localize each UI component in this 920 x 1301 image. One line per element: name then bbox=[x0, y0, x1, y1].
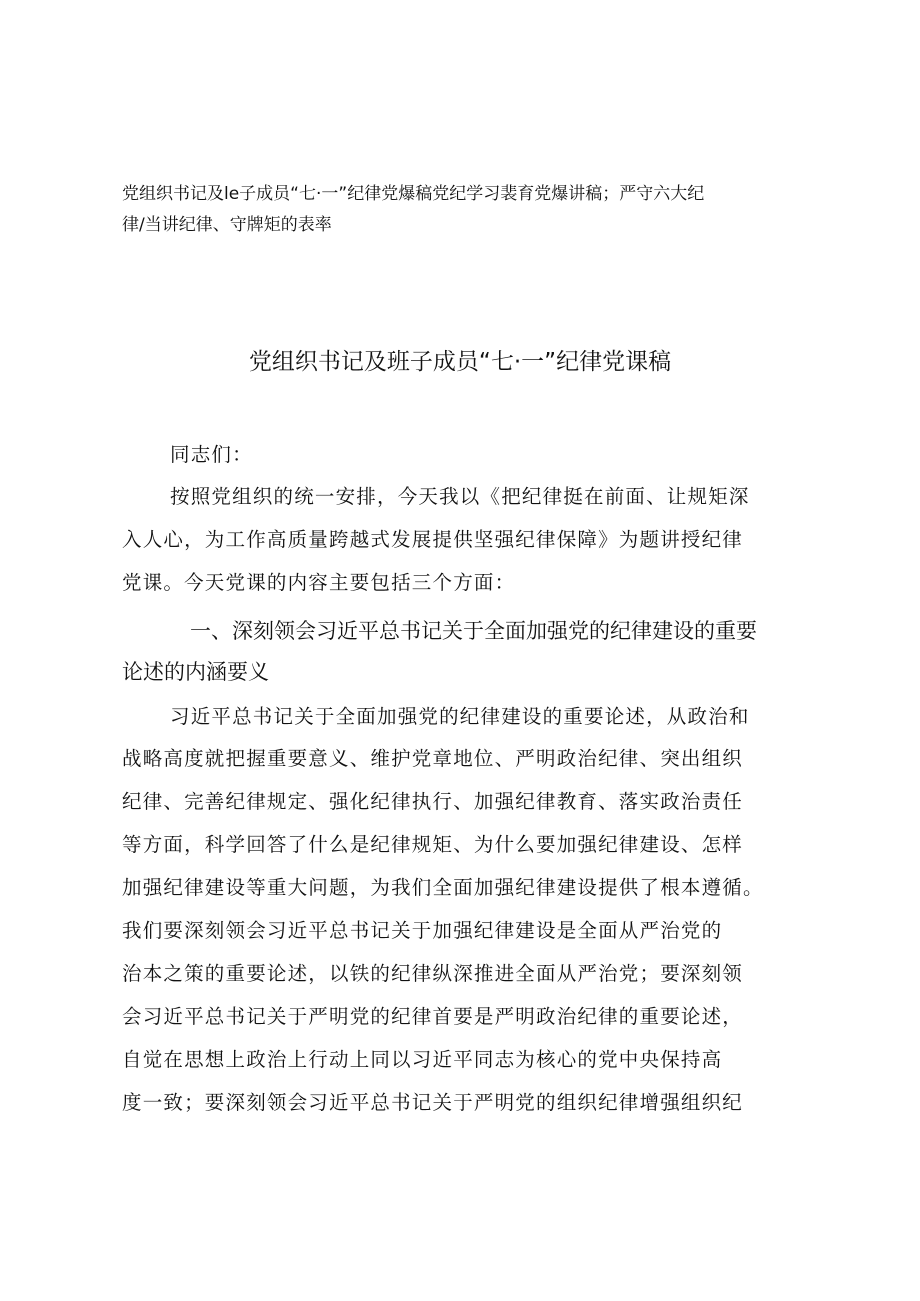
paragraph-line-7: 治本之策的重要论述，以铁的纪律纵深推进全面从严治党；要深刻领 bbox=[122, 962, 744, 985]
paragraph-line-3: 纪律、完善纪律规定、强化纪律执行、加强纪律教育、落实政治责任 bbox=[122, 790, 744, 813]
paragraph-line-9: 自觉在思想上政治上行动上同以习近平同志为核心的党中央保持高 bbox=[122, 1048, 723, 1071]
header-line-2: 律/当讲纪律、守牌矩的表率 bbox=[122, 215, 332, 235]
greeting: 同志们： bbox=[170, 443, 253, 466]
section-heading-line-1: 一、深刻领会习近平总书记关于全面加强党的纪律建设的重要 bbox=[190, 619, 757, 643]
paragraph-line-8: 会习近平总书记关于严明党的纪律首要是严明政治纪律的重要论述， bbox=[122, 1005, 744, 1028]
paragraph-line-2: 战略高度就把握重要意义、维护党章地位、严明政治纪律、突出组织 bbox=[122, 747, 744, 770]
paragraph-line-6: 我们要深刻领会习近平总书记关于加强纪律建设是全面从严治党的 bbox=[122, 919, 723, 942]
intro-line-1: 按照党组织的统一安排，今天我以《把纪律挺在前面、让规矩深 bbox=[170, 485, 750, 508]
intro-line-3: 党课。今天党课的内容主要包括三个方面： bbox=[122, 571, 516, 594]
paragraph-line-10: 度一致；要深刻领会习近平总书记关于严明党的组织纪律增强组织纪 bbox=[122, 1091, 744, 1114]
section-heading-line-2: 论述的内涵要义 bbox=[122, 660, 269, 684]
paragraph-line-5: 加强纪律建设等重大问题，为我们全面加强纪律建设提供了根本遵循。 bbox=[122, 876, 764, 899]
header-line-1: 党组织书记及le子成员“七·一”纪律党爆稿党纪学习裴育党爆讲稿；严守六大纪 bbox=[122, 184, 705, 204]
intro-line-2: 入人心，为工作高质量跨越式发展提供坚强纪律保障》为题讲授纪律 bbox=[122, 528, 744, 551]
paragraph-line-1: 习近平总书记关于全面加强党的纪律建设的重要论述，从政治和 bbox=[170, 705, 750, 728]
paragraph-line-4: 等方面，科学回答了什么是纪律规矩、为什么要加强纪律建设、怎样 bbox=[122, 833, 744, 856]
document-title: 党组织书记及班子成员“七·一”纪律党课稿 bbox=[248, 349, 672, 375]
